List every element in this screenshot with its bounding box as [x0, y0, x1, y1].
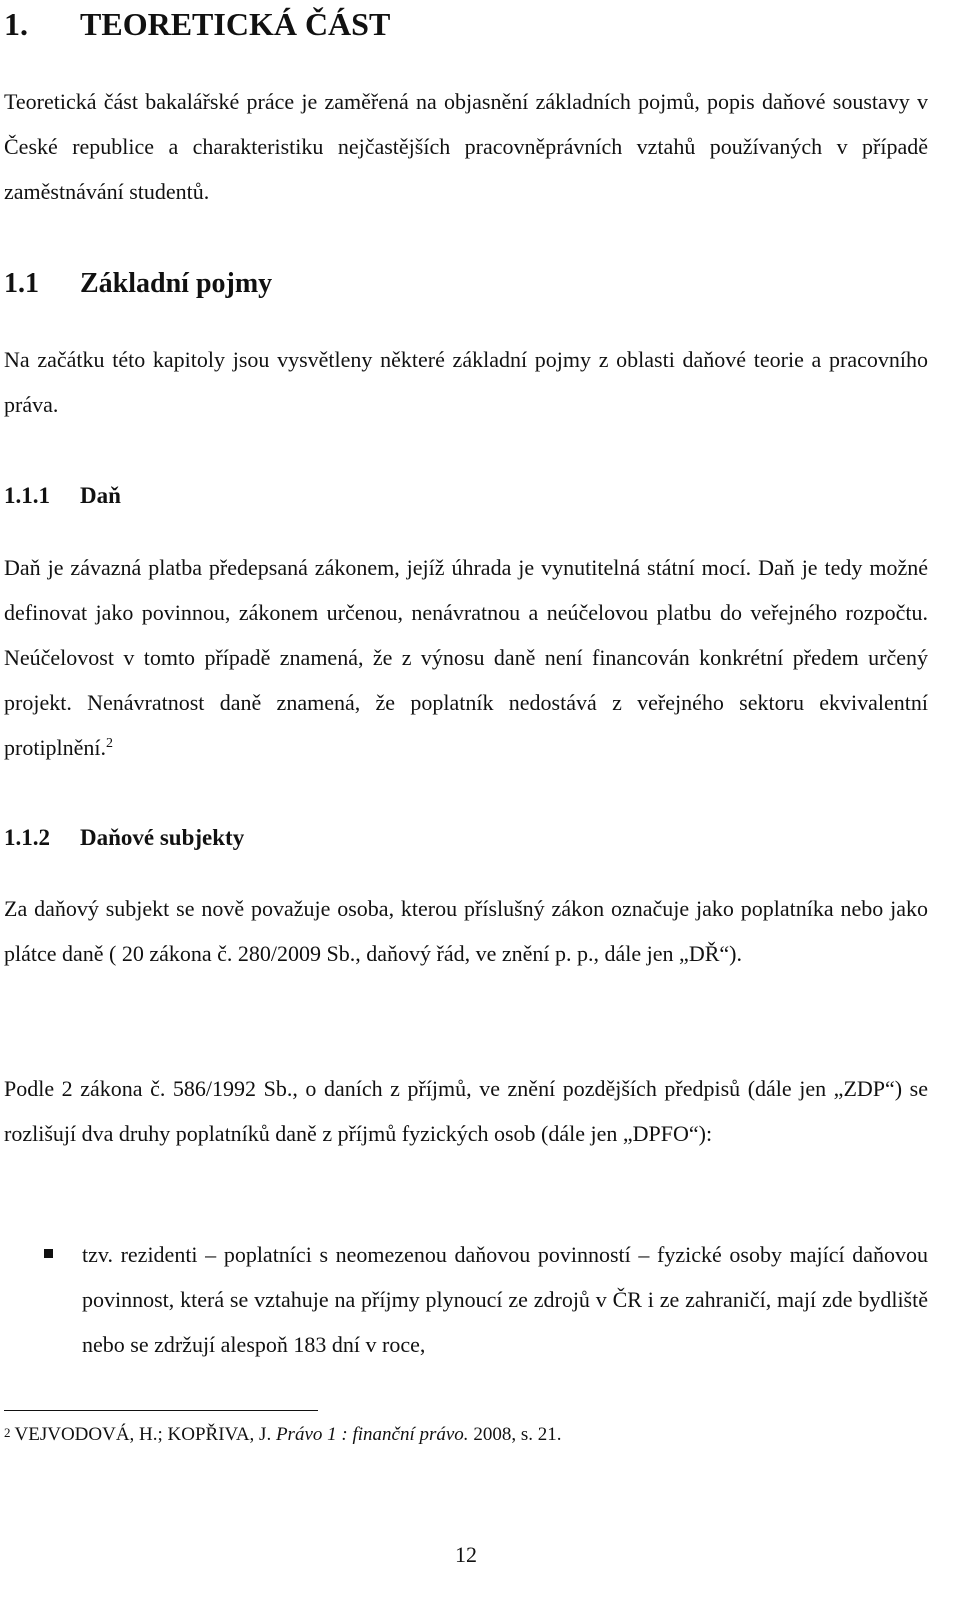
dan-text: Daň je závazná platba předepsaná zákonem, jejíž úhrada je vynutitelná státní mocí. Daň je tedy možné definovat jako povinnou, zákonem určenou, nenávratnou a neúčelovou platbu do veřejného rozpočtu. Neúčelovost v tomto případě znamená, že z výnosu daně není financován konkrétní předem určený projekt. Nenávratnost daně znamená, že poplatník nedostává z veřejného sektoru ekvivalentní protiplnění. [4, 555, 928, 760]
zdp-paragraph: Podle 2 zákona č. 586/1992 Sb., o daních z příjmů, ve znění pozdějších předpisů (dále jen „ZDP“) se rozlišují dva druhy poplatníků daně z příjmů fyzických osob (dále jen „DPFO“): [4, 1076, 928, 1146]
section-number: 1.1 [4, 268, 39, 299]
subsection-heading-subjekty [4, 823, 244, 853]
list-item-text: tzv. rezidenti – poplatníci s neomezenou daňovou povinností – fyzické osoby mající daňovou povinnost, která se vztahuje na příjmy plynoucí ze zdrojů v ČR i ze zahraničí, mají zde bydliště nebo se zdržují alespoň 183 dní v roce, [82, 1242, 928, 1357]
subsection-title: Daňové subjekty [80, 825, 245, 850]
footnote-separator [4, 1410, 318, 1411]
chapter-number: 1. [4, 6, 28, 42]
section-heading [4, 267, 272, 301]
subjekty-paragraph: Za daňový subjekt se nově považuje osoba, kterou příslušný zákon označuje jako poplatníka nebo jako plátce daně ( 20 zákona č. 280/2009 Sb., daňový řád, ve znění p. p., dále jen „DŘ“). [4, 896, 928, 966]
footnote [4, 1422, 561, 1448]
chapter-heading [4, 4, 390, 44]
footnote-reference: 2 [106, 736, 114, 751]
subsection-heading-dan [4, 481, 121, 511]
section-intro-paragraph: Na začátku této kapitoly jsou vysvětleny některé základní pojmy z oblasti daňové teorie a pracovního práva. [4, 347, 928, 417]
footnote-number: 2 [4, 1425, 11, 1440]
chapter-title: TEORETICKÁ ČÁST [80, 6, 391, 42]
footnote-rest: 2008, s. 21. [473, 1424, 562, 1445]
intro-paragraph: Teoretická část bakalářské práce je zaměřená na objasnění základních pojmů, popis daňové soustavy v České republice a charakteristiku nejčastějších pracovněprávních vztahů používaných v případě zaměstnávání studentů. [4, 89, 928, 204]
dan-paragraph [4, 545, 928, 770]
taxpayer-list [4, 1232, 928, 1367]
page-number: 12 [455, 1542, 477, 1567]
subsection-title: Daň [80, 483, 121, 508]
footnote-authors: VEJVODOVÁ, H.; KOPŘIVA, J. [14, 1424, 272, 1445]
subsection-number: 1.1.1 [4, 483, 50, 508]
square-bullet-icon [44, 1249, 53, 1258]
section-title: Základní pojmy [80, 268, 273, 299]
list-item [4, 1232, 928, 1367]
subsection-number: 1.1.2 [4, 825, 50, 850]
footnote-title: Právo 1 : finanční právo. [275, 1424, 469, 1445]
